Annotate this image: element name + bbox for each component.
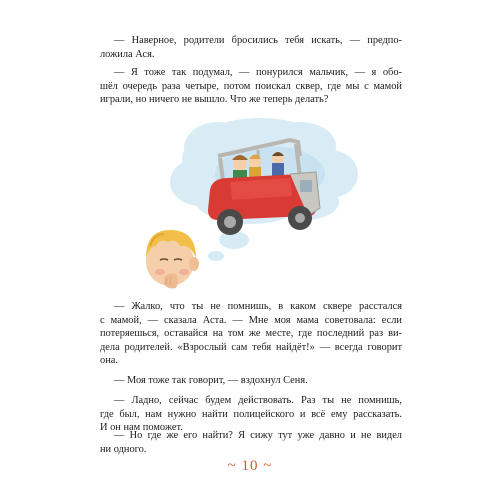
text-line: она. xyxy=(100,355,118,367)
boy-dreaming-of-car-icon xyxy=(140,112,370,292)
text-line: ни одного. xyxy=(100,443,147,455)
paragraph-1 xyxy=(100,34,402,61)
text-line: где был, нам нужно найти полицейского и всё ему рассказать. xyxy=(100,408,402,420)
text-line: с мамой, — сказала Аста. — Мне моя мама советовала: если xyxy=(100,314,402,326)
paragraph-4 xyxy=(100,374,402,388)
text-line: — Моя тоже так говорит, — вздохнул Сеня. xyxy=(114,375,308,386)
text-line: дела родителей. «Взрослый сам тебя найдёт!» — всегда говорит xyxy=(100,341,402,353)
text-line: И он нам поможет. xyxy=(100,422,183,434)
text-line: потеряешься, оставайся на том же месте, где последний раз ви- xyxy=(100,328,402,340)
text-line: — Наверное, родители бросились тебя искать, — предпо- xyxy=(114,35,402,46)
paragraph-2 xyxy=(100,66,402,107)
paragraph-6 xyxy=(100,429,402,456)
text-line: — Но где же его найти? Я сижу тут уже давно и не видел xyxy=(114,430,402,441)
text-line: ложила Ася. xyxy=(100,48,155,60)
text-line: играли, но ничего не вышло. Что же теперь делать? xyxy=(100,94,329,106)
text-line: шёл очередь раза четыре, потом поискал сквер, где мы с мамой xyxy=(100,80,402,92)
text-line: — Жалко, что ты не помнишь, в каком сквере расстался xyxy=(114,301,402,312)
page-number: ~ 10 ~ xyxy=(227,458,273,474)
paragraph-3 xyxy=(100,300,402,368)
text-line: — Ладно, сейчас будем действовать. Раз ты не помнишь, xyxy=(114,395,402,406)
text-line: — Я тоже так подумал, — понурился мальчик, — я обо- xyxy=(114,67,402,78)
